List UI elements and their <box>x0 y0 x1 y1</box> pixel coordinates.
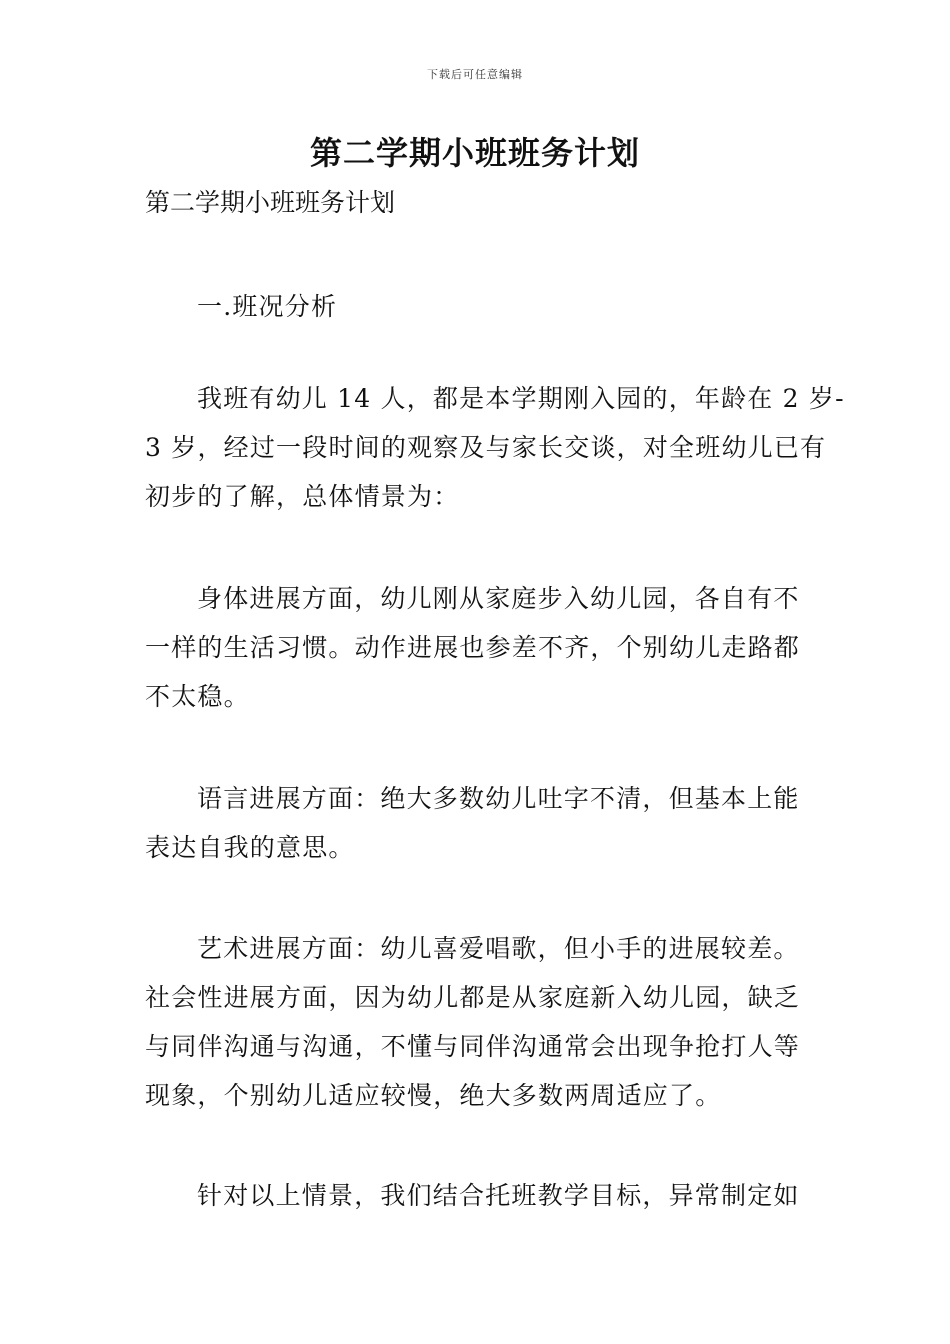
paragraph-intro <box>145 374 845 521</box>
text-line: 我班有幼儿 14 人，都是本学期刚入园的，年龄在 2 岁- <box>197 384 845 413</box>
text-line: 社会性进展方面，因为幼儿都是从家庭新入幼儿园，缺乏 <box>145 983 801 1012</box>
header-note: 下载后可任意编辑 <box>427 68 523 81</box>
paragraph-language <box>145 774 810 872</box>
text-line: 现象，个别幼儿适应较慢，绝大多数两周适应了。 <box>145 1081 722 1110</box>
paragraph-physical <box>145 574 810 721</box>
section-heading <box>145 282 810 331</box>
text-line: 初步的了解，总体情景为： <box>145 482 460 511</box>
text-line: 语言进展方面：绝大多数幼儿吐字不清，但基本上能 <box>197 784 800 813</box>
text-line: 表达自我的意思。 <box>145 833 355 862</box>
document-subtitle: 第二学期小班班务计划 <box>145 188 396 217</box>
text-line: 艺术进展方面：幼儿喜爱唱歌，但小手的进展较差。 <box>197 934 800 963</box>
text-line: 一样的生活习惯。动作进展也参差不齐，个别幼儿走路都 <box>145 633 801 662</box>
text-line: 身体进展方面，幼儿刚从家庭步入幼儿园，各自有不 <box>197 584 800 613</box>
paragraph-art-social <box>145 924 810 1120</box>
paragraph-plan <box>145 1171 810 1220</box>
text-line: 3 岁，经过一段时间的观察及与家长交谈，对全班幼儿已有 <box>145 433 827 462</box>
text-line: 与同伴沟通与沟通，不懂与同伴沟通常会出现争抢打人等 <box>145 1032 801 1061</box>
document-title: 第二学期小班班务计划 <box>309 134 640 172</box>
text-line: 一.班况分析 <box>197 292 338 321</box>
text-line: 针对以上情景，我们结合托班教学目标，异常制定如 <box>197 1181 800 1210</box>
text-line: 不太稳。 <box>145 682 250 711</box>
